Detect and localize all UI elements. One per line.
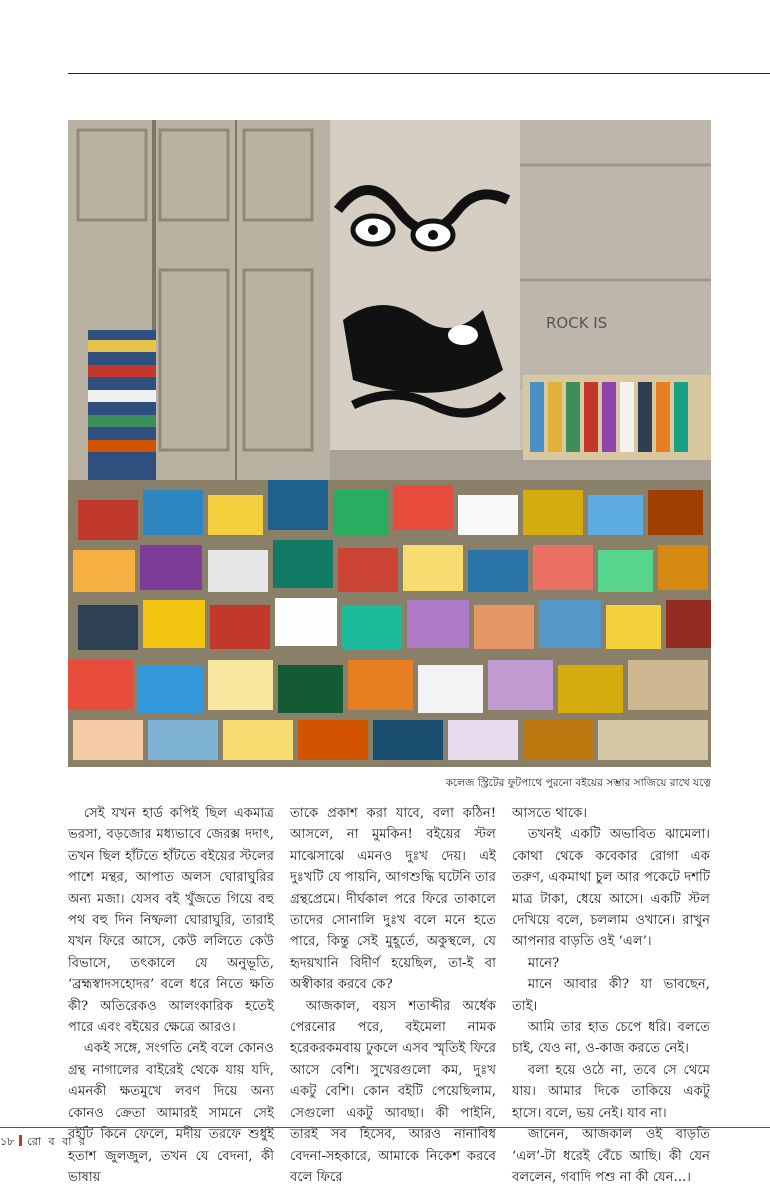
photo-illustration xyxy=(68,120,711,767)
paragraph: একই সঙ্গে, সংগতি নেই বলে কোনও গ্রন্থ নাগালের বাইরেই থেকে যায় যদি, এমনকী ক্ষতমুখে লবণ দিয়ে অন্য কোনও ক্রেতা আমারই সামনে সেই বইটি কিনে ফেলে, মদীয় তরফে শুধুই হতাশ জুলজুল, তখন যে বেদনা, কী ভাষায় xyxy=(68,1041,274,1185)
paragraph: জানেন, আজকাল ওই বাড়তি ‘এল’-টা ধরেই বেঁচে আছি। কী যেন বললেন, গবাদি পশু না কী যেন...। xyxy=(512,1127,710,1185)
paragraph: আজকাল, বয়স শতাব্দীর অর্ধেক পেরনোর পরে, বইমেলা নামক হরেকরকমবায় ঢুকলে এসব স্মৃতিই ফিরে আসে বেশি। সুখেরগুলো কম, দুঃখ একটু বেশি। কোন বইটি পেয়েছিলাম, সেগুলো একটু আবছা। কী পাইনি, তারই সব হিসেব, আরও নানাবিধ বেদনা-সহকারে, আমাকে নিকেশ করবে বলে ফিরে xyxy=(290,998,496,1185)
paragraph: তাকে প্রকাশ করা যাবে, বলা কঠিন! আসলে, না মুমকিন! বইয়ের স্টল মাঝেসাঝে এমনও দুঃখ দেয়। এই দুঃখটি যে পায়নি, আগশুদ্ধি ঘটেনি তার গ্রন্থপ্রেমে। দীর্ঘকাল পরে ফিরে তাকালে তাদের সোনালি দুঃখ বলে মনে হতে পারে, কিন্তু সেই মুহূর্তে, অকুস্থলে, যে হৃদয়খানি বিদীর্ণ হয়েছিল, তা-ই বা অস্বীকার করবে কে? xyxy=(290,806,496,993)
photo-caption: কলেজ স্ট্রিটের ফুটপাথে পুরনো বইয়ের সম্ভার সাজিয়ে রাখে যত্নে xyxy=(445,777,711,789)
paragraph: আসতে থাকে। xyxy=(512,806,588,821)
footer-rule xyxy=(0,1127,730,1128)
paragraph: বলা হয়ে ওঠে না, তবে সে থেমে যায়। আমার দিকে তাকিয়ে একটু হাসে। বলে, ভয় নেই। যাব না। xyxy=(512,1062,710,1121)
footer-rule-right xyxy=(730,1127,770,1128)
text-column-2 xyxy=(290,803,496,1188)
paragraph: সেই যখন হার্ড কপিই ছিল একমাত্র ভরসা, বড়জোর মধ্যভাবে জেরক্স দদাৎ, তখন ছিল হাঁটতে হাঁটতে বইয়ের স্টলের পাশে মন্থর, আপাত অলস ঘোরাঘুরির অন্য মজা। যেসব বই খুঁজতে গিয়ে বহু পথ বহু দিন নিষ্ফলা ঘোরাঘুরি, তারাই যখন ফিরে আসে, কেউ ললিতে কেউ বিভাসে, তৎকালে যে অনুভূতি, ‘ব্রহ্মস্বাদসহোদর’ বলে ধরে নিতে ক্ষতি কী? অতিরেকও আলংকারিক হতেই পারে এবং বইয়ের ক্ষেত্রে আরও। xyxy=(68,806,274,1036)
text-column-1 xyxy=(68,803,274,1188)
magazine-name: রো ব বা র xyxy=(27,1135,87,1148)
paragraph: তখনই একটি অভাবিত ঝামেলা। কোথা থেকে কবেকার রোগা এক তরুণ, একমাথা চুল আর পকেটে দশটি মাত্র টাকা, ধেয়ে আসে। একটি স্টল দেখিয়ে বলে, চললাম ওখানে। রাখুন আপনার বাড়তি ওই ‘এল’। xyxy=(512,827,710,950)
paragraph: মানে? xyxy=(527,955,560,971)
paragraph: আমি তার হাত চেপে ধরি। বলতে চাই, যেও না, ও-কাজ করতে নেই। xyxy=(512,1020,710,1057)
wall-graffiti-text: ROCK IS xyxy=(546,314,608,332)
page-footer xyxy=(0,1133,87,1151)
book-stall-photo xyxy=(68,120,711,767)
text-column-3 xyxy=(512,803,710,1188)
accent-bar xyxy=(19,1135,22,1146)
page-number: ১৮ xyxy=(0,1135,15,1148)
top-rule xyxy=(68,73,770,74)
paragraph: মানে আবার কী? যা ভাবছেন, তাই। xyxy=(512,977,710,1014)
